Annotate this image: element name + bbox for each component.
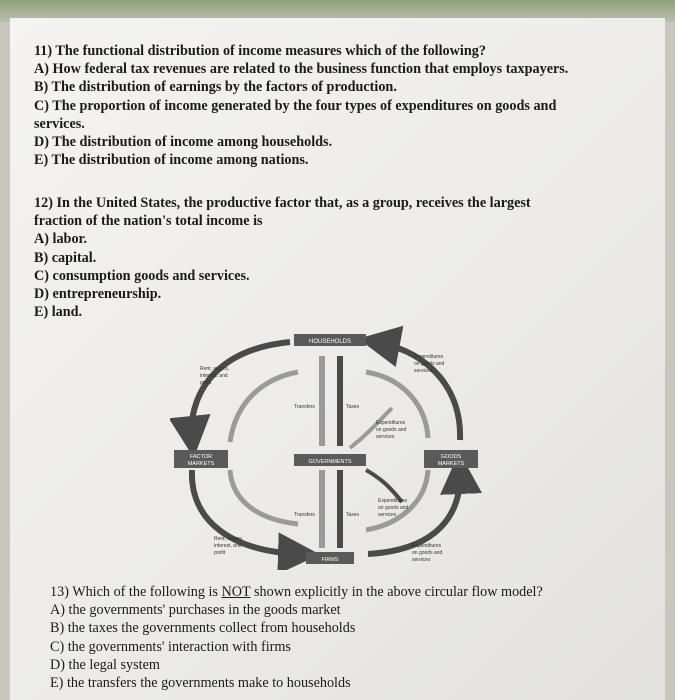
question-13-option-e: E) the transfers the governments make to households bbox=[50, 675, 351, 692]
exp-gov-upper-line-1: Expenditures bbox=[376, 420, 406, 426]
question-13-option-c: C) the governments' interaction with firms bbox=[50, 638, 291, 655]
exp-gov-upper-line-2: on goods and bbox=[376, 427, 407, 433]
question-12 bbox=[34, 194, 574, 321]
exp-top-line-1: Expenditures bbox=[414, 354, 444, 360]
exp-gov-lower-line-1: Expenditures bbox=[378, 498, 408, 504]
rent-bottom-line-2: interest, and bbox=[214, 543, 242, 549]
worksheet-page bbox=[10, 18, 665, 700]
question-12-option-d: D) entrepreneurship. bbox=[34, 286, 162, 303]
exp-gov-lower-line-3: services bbox=[378, 512, 397, 518]
question-13-stem-before: 13) Which of the following is bbox=[50, 584, 222, 600]
question-11-option-a: A) How federal tax revenues are related to the business function that employs taxpayers. bbox=[34, 61, 569, 78]
rent-bottom-line-3: profit bbox=[214, 550, 226, 556]
rent-top-line-2: interest, and bbox=[200, 373, 228, 379]
question-13 bbox=[50, 583, 543, 692]
flow-arc-bottom-left bbox=[192, 470, 302, 554]
exp-top-line-2: on goods and bbox=[414, 361, 445, 367]
flow-arc-bottom-left-inner bbox=[230, 470, 298, 524]
transfers-lower-label: Transfers bbox=[294, 512, 315, 518]
exp-gov-upper-line-3: services bbox=[376, 434, 395, 440]
question-11-stem: 11) The functional distribution of income measures which of the following? bbox=[34, 43, 486, 59]
rent-bottom-line-1: Rent, wages, bbox=[214, 536, 244, 542]
exp-top-line-3: services bbox=[414, 368, 433, 374]
taxes-lower-label: Taxes bbox=[346, 512, 360, 518]
exp-bottom-line-1: Expenditures bbox=[412, 543, 442, 549]
firms-label: FIRMS bbox=[321, 557, 339, 563]
question-13-stem-not: NOT bbox=[221, 584, 251, 600]
question-12-option-a: A) labor. bbox=[34, 231, 88, 248]
goods-markets-label-1: GOODS bbox=[440, 454, 462, 460]
flow-arc-top-left-inner bbox=[230, 372, 298, 442]
exp-bottom-line-3: services bbox=[412, 557, 431, 563]
goods-markets-label-2: MARKETS bbox=[437, 461, 465, 467]
taxes-upper-label: Taxes bbox=[346, 404, 360, 410]
households-label: HOUSEHOLDS bbox=[308, 339, 352, 345]
circular-flow-diagram bbox=[170, 320, 490, 570]
exp-bottom-line-2: on goods and bbox=[412, 550, 443, 556]
factor-markets-label-1: FACTOR bbox=[189, 454, 213, 460]
question-11-option-d: D) The distribution of income among households. bbox=[34, 134, 333, 151]
question-12-option-e: E) land. bbox=[34, 304, 83, 321]
exp-gov-lower-line-2: on goods and bbox=[378, 505, 409, 511]
governments-label: GOVERNMENTS bbox=[308, 459, 352, 465]
question-12-stem: 12) In the United States, the productive factor that, as a group, receives the largest fraction of the nation's total income is bbox=[34, 195, 531, 230]
question-11-option-b: B) The distribution of earnings by the factors of production. bbox=[34, 79, 397, 96]
transfers-upper-label: Transfers bbox=[294, 404, 315, 410]
flow-arc-top-left bbox=[192, 342, 290, 440]
question-11 bbox=[34, 42, 604, 169]
rent-top-line-3: profit bbox=[200, 380, 212, 386]
question-13-option-b: B) the taxes the governments collect from households bbox=[50, 620, 356, 637]
factor-markets-label-2: MARKETS bbox=[187, 461, 215, 467]
question-13-stem-after: shown explicitly in the above circular flow model? bbox=[250, 584, 543, 600]
question-13-option-a: A) the governments' purchases in the goods market bbox=[50, 602, 341, 619]
question-13-option-d: D) the legal system bbox=[50, 656, 160, 673]
rent-top-line-1: Rent, wages, bbox=[200, 366, 230, 372]
question-13-stem bbox=[50, 583, 543, 601]
question-11-option-c: C) The proportion of income generated by the four types of expenditures on goods and services. bbox=[34, 97, 557, 132]
question-11-option-e: E) The distribution of income among nations. bbox=[34, 152, 309, 169]
question-12-option-b: B) capital. bbox=[34, 249, 97, 266]
question-12-option-c: C) consumption goods and services. bbox=[34, 267, 250, 284]
